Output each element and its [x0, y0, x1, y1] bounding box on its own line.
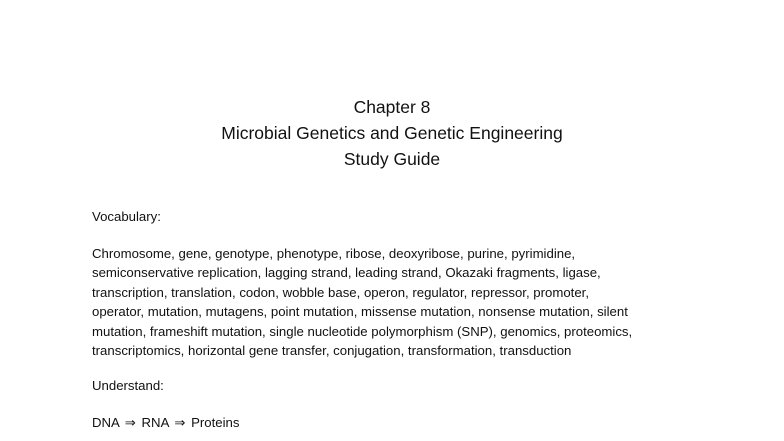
understand-heading: Understand:: [92, 378, 164, 393]
flow-step-dna: DNA: [92, 415, 120, 430]
vocabulary-line: Chromosome, gene, genotype, phenotype, ribose, deoxyribose, purine, pyrimidine,: [92, 246, 576, 261]
flow-step-rna: RNA: [141, 415, 169, 430]
document-subtitle: Study Guide: [343, 149, 441, 169]
page-title: [0, 94, 784, 172]
vocabulary-line: transcriptomics, horizontal gene transfer, conjugation, transformation, transduction: [92, 343, 572, 359]
chapter-number: Chapter 8: [353, 97, 431, 117]
vocabulary-line: mutation, frameshift mutation, single nucleotide polymorphism (SNP), genomics, proteomics,: [92, 323, 633, 339]
flow-step-proteins: Proteins: [191, 415, 240, 430]
vocabulary-heading: Vocabulary:: [92, 209, 161, 224]
central-dogma-flow: [92, 413, 692, 432]
chapter-title: Microbial Genetics and Genetic Engineering: [221, 123, 563, 143]
right-double-arrow-icon: ⇒: [124, 415, 136, 430]
vocabulary-list: [92, 244, 692, 360]
vocabulary-line: semiconservative replication, lagging strand, leading strand, Okazaki fragments, ligase,: [92, 265, 601, 281]
vocabulary-line: operator, mutation, mutagens, point mutation, missense mutation, nonsense mutation, silent: [92, 304, 628, 320]
right-double-arrow-icon: ⇒: [174, 415, 186, 430]
vocabulary-line: transcription, translation, codon, wobble base, operon, regulator, repressor, promoter,: [92, 284, 590, 300]
